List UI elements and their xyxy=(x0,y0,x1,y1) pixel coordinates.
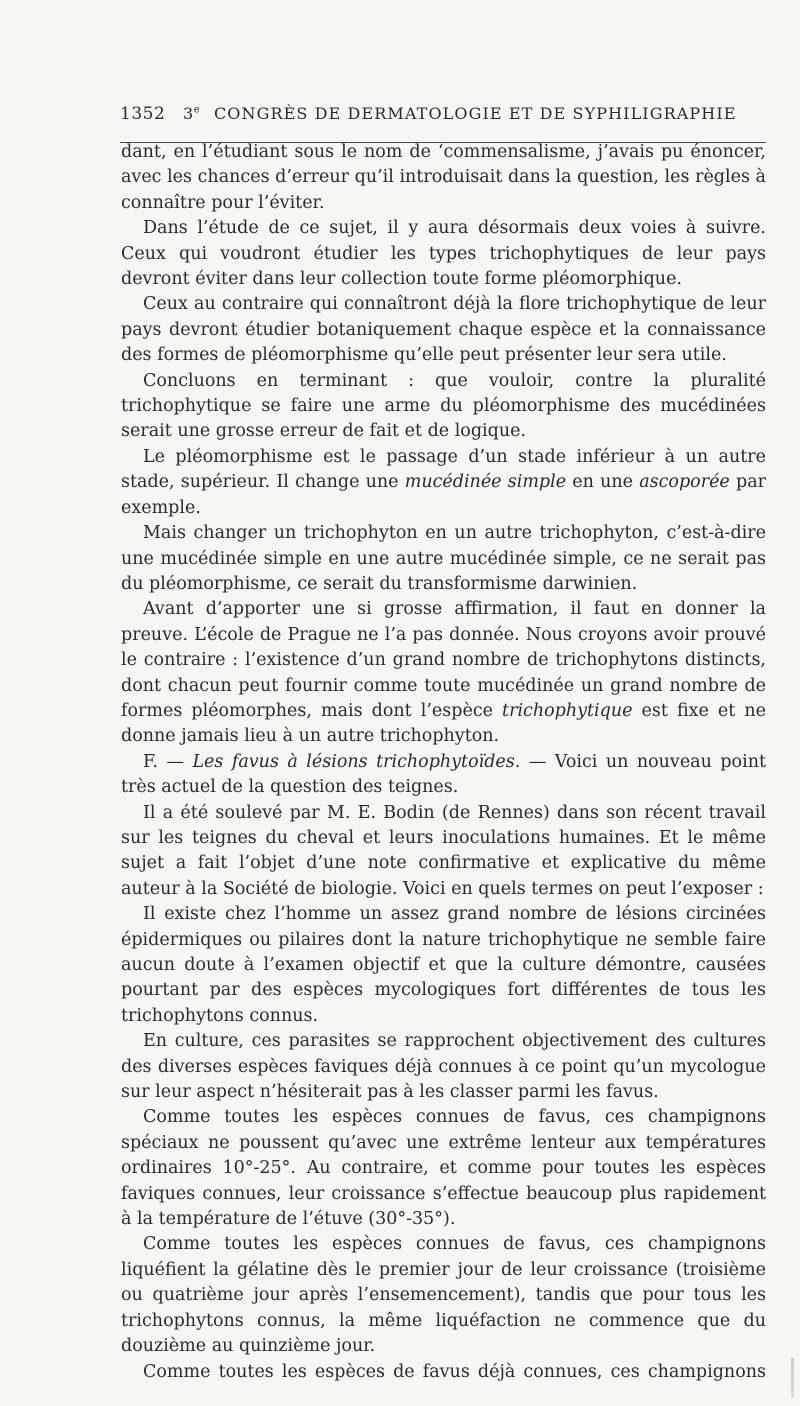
italic-term: ascoporée xyxy=(639,472,730,493)
scan-edge-mark xyxy=(791,1358,794,1398)
italic-term: mucédinée simple xyxy=(404,472,567,493)
paragraph: Il existe chez l’homme un assez grand nombre de lésions circinées épidermiques ou pilaires dont la nature trichophytique ne semble faire aucun doute à l’examen objectif et que la culture démontre, causées pourtant par des espèces mycologiques fort différentes de tous les trichophytons connus. xyxy=(121,904,766,1026)
paragraph: Dans l’étude de ce sujet, il y aura désormais deux voies à suivre. Ceux qui voudront étudier les types trichophytiques de leur pays devront éviter dans leur collection toute forme pléomorphique. xyxy=(121,218,766,290)
running-title: CONGRÈS DE DERMATOLOGIE ET DE SYPHILIGRAPHIE xyxy=(213,104,737,123)
section-heading-paragraph: F. — Les favus à lésions trichophytoïdes. — Voici un nouveau point très actuel de la question des teignes. xyxy=(121,751,766,798)
running-head xyxy=(120,104,768,130)
paragraph: Comme toutes les espèces connues de favus, ces champignons spéciaux ne poussent qu’avec une extrême lenteur aux températures ordinaires 10°-25°. Au contraire, et comme pour toutes les espèces faviques connues, leur croissance s’effectue beaucoup plus rapidement à la température de l’étuve (30°-35°). xyxy=(121,1107,766,1230)
page-number: 1352 xyxy=(120,104,166,124)
paragraph-continued: dant, en l’étudiant sous le nom de ‘commensalisme, j’avais pu énoncer, avec les chances d’erreur qu’il introduisait dans la question, les règles à connaître pour l’éviter. xyxy=(121,142,766,213)
paragraph: Il a été soulevé par M. E. Bodin (de Rennes) dans son récent travail sur les teignes du cheval et leurs inoculations humaines. Et le même sujet a fait l’objet d’une note confirmative et explicative du même auteur à la Société de biologie. Voici en quels termes on peut l’exposer : xyxy=(121,802,766,899)
italic-term: trichophytique xyxy=(502,700,633,721)
paragraph: Comme toutes les espèces connues de favus, ces champignons liquéfient la gélatine dès le premier jour de leur croissance (troisième ou quatrième jour après l’ensemencement), tandis que pour tous les trichophytons connus, la même liquéfaction ne commence que du douzième au quinzième jour. xyxy=(121,1234,766,1357)
paragraph-pleomorphisme: Le pléomorphisme est le passage d’un stade inférieur à un autre stade, supérieur. Il change une mucédinée simple en une ascoporée par exemple. xyxy=(121,446,766,518)
paragraph: Ceux au contraire qui connaîtront déjà la flore trichophytique de leur pays devront étudier botaniquement chaque espèce et la connaissance des formes de pléomorphisme qu’elle peut présenter leur sera utile. xyxy=(121,294,766,366)
paragraph: Concluons en terminant : que vouloir, contre la pluralité trichophytique se faire une arme du pléomorphisme des mucédinées serait une grosse erreur de fait et de logique. xyxy=(121,370,766,442)
congress-ordinal: 3e xyxy=(182,104,201,123)
paragraph: Mais changer un trichophyton en un autre trichophyton, c’est-à-dire une mucédinée simple en une autre mucédinée simple, ce ne serait pas du pléomorphisme, ce serait du transformisme darwinien. xyxy=(121,523,766,594)
paragraph-ecole-de-prague: Avant d’apporter une si grosse affirmation, il faut en donner la preuve. L’école de Prague ne l’a pas donnée. Nous croyons avoir prouvé le contraire : l’existence d’un grand nombre de trichophytons distincts, dont chacun peut fournir comme toute mucédinée un grand nombre de formes pléomorphes, mais dont l’espèce trichophytique est fixe et ne donne jamais lieu à un autre trichophyton. xyxy=(121,599,766,747)
section-title: Les favus à lésions trichophytoïdes. xyxy=(192,751,521,772)
paragraph: En culture, ces parasites se rapprochent objectivement des cultures des diverses espèces faviques déjà connues à ce point qu’un mycologue sur leur aspect n’hésiterait pas à les classer parmi les favus. xyxy=(121,1031,766,1103)
paragraph-truncated: Comme toutes les espèces de favus déjà connues, ces champignons xyxy=(143,1361,766,1382)
body-text xyxy=(121,140,766,1385)
